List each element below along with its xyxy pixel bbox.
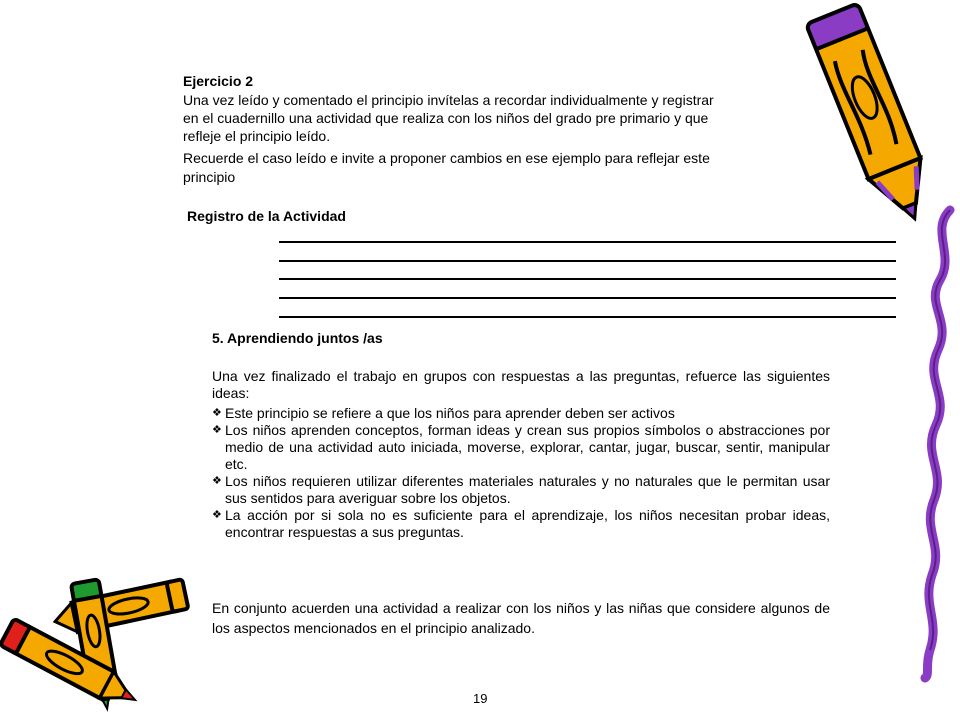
closing-paragraph: En conjunto acuerden una actividad a realizar con los niños y las niñas que considere algunos de los aspectos mencionados en el principio analizado. <box>212 600 830 636</box>
writing-line <box>279 241 896 243</box>
purple-wavy-border <box>900 200 960 680</box>
exercise-title: Ejercicio 2 <box>183 73 254 89</box>
list-item: ❖ Este principio se refiere a que los niños para aprender deben ser activos <box>212 405 675 421</box>
exercise-line: principio <box>183 169 236 185</box>
diamond-bullet-icon: ❖ <box>212 424 222 436</box>
writing-line <box>279 316 896 318</box>
page-number: 19 <box>473 691 488 706</box>
bullet-list <box>212 405 830 541</box>
exercise-line: refleje el principio leído. <box>183 128 331 144</box>
section-heading: 5. Aprendiendo juntos /as <box>212 330 383 346</box>
exercise-line: Una vez leído y comentado el principio invítelas a recordar individualmente y registrar <box>183 92 714 108</box>
list-item: ❖ Los niños requieren utilizar diferentes materiales naturales y no naturales que le permitan usar sus sentidos para averiguar sobre los objetos. <box>212 473 830 506</box>
writing-line <box>279 278 896 280</box>
section-intro: Una vez finalizado el trabajo en grupos con respuestas a las preguntas, refuerce las siguientes ideas: <box>212 368 830 401</box>
writing-line <box>279 260 896 262</box>
list-item: ❖ Los niños aprenden conceptos, forman ideas y crean sus propios símbolos o abstracciones por medio de una actividad auto iniciada, moverse, explorar, cantar, jugar, buscar, sentir, manipular etc. <box>212 422 830 472</box>
exercise-line: Recuerde el caso leído e invite a proponer cambios en ese ejemplo para reflejar este <box>183 150 710 166</box>
writing-line <box>279 297 896 299</box>
diamond-bullet-icon: ❖ <box>212 475 222 487</box>
diamond-bullet-icon: ❖ <box>212 407 222 419</box>
diamond-bullet-icon: ❖ <box>212 509 222 521</box>
pencils-clipart-icon <box>0 575 200 715</box>
exercise-line: en el cuadernillo una actividad que realiza con los niños del grado pre primario y que <box>183 110 709 126</box>
list-item: ❖ La acción por si sola no es suficiente para el aprendizaje, los niños necesitan probar ideas, encontrar respuestas a sus preguntas. <box>212 507 830 540</box>
pencil-clipart-icon <box>800 0 950 230</box>
registro-heading: Registro de la Actividad <box>187 208 346 224</box>
